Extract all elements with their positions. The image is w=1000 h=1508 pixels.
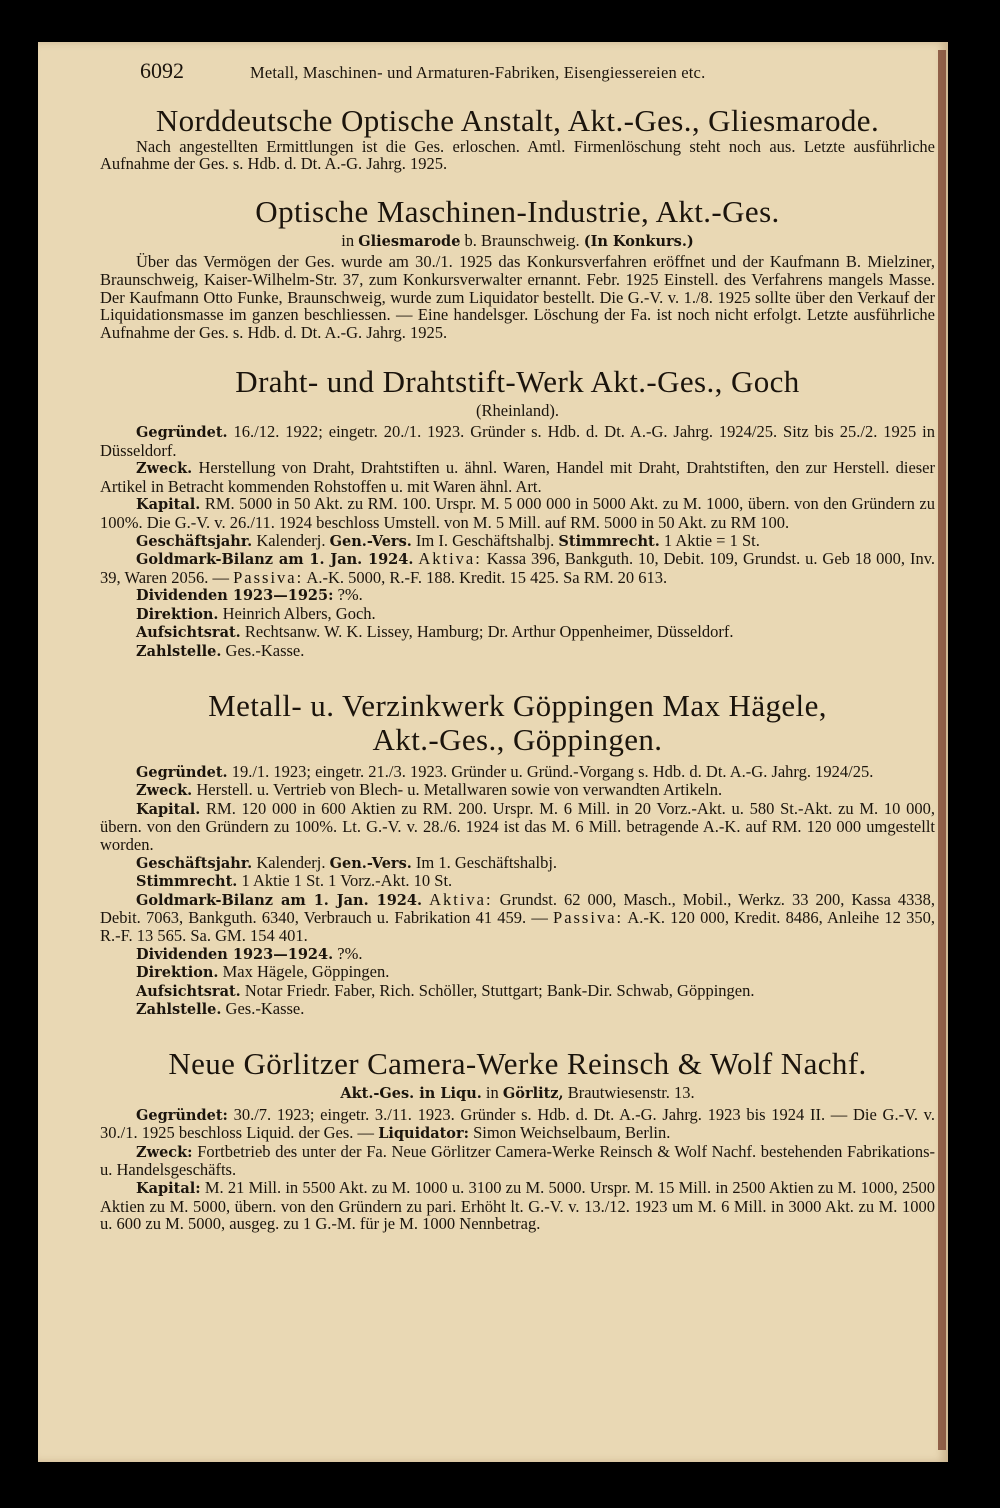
entry-title: Neue Görlitzer Camera-Werke Reinsch & Wolf Nachf. [168, 1045, 867, 1081]
field-aufsichtsrat: Aufsichtsrat. Rechtsanw. W. K. Lissey, Hamburg; Dr. Arthur Oppenheimer, Düsseldorf. [136, 622, 734, 642]
entry-neue-goerlitzer-camera [100, 1047, 935, 1233]
entry-location: in Gliesmarode b. Braunschweig. (In Konkurs.) [341, 230, 694, 250]
field-kapital: Kapital. RM. 5000 in 50 Akt. zu RM. 100. Urspr. M. 5 000 000 in 5000 Akt. zu M. 1000, übern. von den Gründern zu 100%. Die G.-V. v. 26./11. 1924 beschloss Umstell. von M. 5 Mill. auf RM. 5000 in 50 Akt. zu RM 100. [100, 494, 935, 532]
entry-draht-werk-goch [100, 365, 935, 660]
field-direktion: Direktion. Heinrich Albers, Goch. [136, 603, 376, 623]
entry-title: Norddeutsche Optische Anstalt, Akt.-Ges., Gliesmarode. [155, 102, 880, 138]
field-zweck: Zweck. Herstell. u. Vertrieb von Blech- u. Metallwaren sowie von verwandten Artikeln. [136, 780, 723, 800]
entry-title: Metall- u. Verzinkwerk Göppingen Max Hägele, Akt.-Ges., Göppingen. [208, 687, 827, 757]
field-dividenden: Dividenden 1923—1924. ?%. [136, 943, 363, 963]
entry-title: Optische Maschinen-Industrie, Akt.-Ges. [255, 193, 780, 229]
entry-optische-maschinen [100, 195, 935, 342]
entry-metall-verzinkwerk [100, 689, 935, 1019]
page-text [100, 58, 936, 1234]
field-aufsichtsrat: Aufsichtsrat. Notar Friedr. Faber, Rich. Schöller, Stuttgart; Bank-Dir. Schwab, Göppingen. [136, 980, 755, 1000]
field-kapital: Kapital: M. 21 Mill. in 5500 Akt. zu M. 1000 u. 3100 zu M. 5000. Urspr. M. 15 Mill. in 2500 Aktien zu M. 1000, 2500 Aktien zu M. 5000, übern. von den Gründern zu pari. Erhöht lt. G.-V. v. 13./12. 1923 um M. 6 Mill. in 3000 Akt. zu M. 1000 u. 600 zu M. 5000, ausgeg. zu 1 G.-M. für je M. 1000 Nennbetrag. [100, 1177, 935, 1234]
field-gegruendet: Gegründet. 16./12. 1922; eingetr. 20./1. 1923. Gründer s. Hdb. d. Dt. A.-G. Jahrg. 1924/25. Sitz bis 25./2. 1925 in Düsseldorf. [100, 421, 935, 460]
field-zweck: Zweck: Fortbetrieb des unter der Fa. Neue Görlitzer Camera-Werke Reinsch & Wolf Nachf. bestehenden Fabrikations- u. Handelsgeschäfts. [100, 1141, 935, 1180]
entry-location: Akt.-Ges. in Liqu. in Görlitz, Brautwiesenstr. 13. [340, 1082, 695, 1102]
entry-norddeutsche-optische [100, 104, 935, 173]
entry-title: Draht- und Drahtstift-Werk Akt.-Ges., Goch [235, 364, 800, 400]
field-dividenden: Dividenden 1923—1925: ?%. [136, 585, 363, 605]
status-konkurs: (In Konkurs.) [583, 232, 694, 250]
field-zahlstelle: Zahlstelle. Ges.-Kasse. [136, 999, 305, 1019]
field-direktion: Direktion. Max Hägele, Göppingen. [136, 962, 390, 982]
field-gegruendet: Gegründet: 30./7. 1923; eingetr. 3./11. 1923. Gründer s. Hdb. d. Dt. A.-G. Jahrg. 1923 bis 1924 II. — Die G.-V. v. 30./1. 1925 beschloss Liquid. der Ges. — Liquidator: Simon Weichselbaum, Berlin. [100, 1104, 935, 1143]
status-liquidation: Akt.-Ges. in Liqu. [340, 1084, 482, 1102]
field-bilanz: Goldmark-Bilanz am 1. Jan. 1924. Aktiva: Kassa 396, Bankguth. 10, Debit. 109, Grundst. u. Geb 18 000, Inv. 39, Waren 2056. — Passiva: A.-K. 5000, R.-F. 188. Kredit. 15 425. Sa RM. 20 613. [100, 549, 936, 587]
field-geschaeftsjahr: Geschäftsjahr. Kalenderj. Gen.-Vers. Im I. Geschäftshalbj. Stimmrecht. 1 Aktie = 1 St. [136, 530, 760, 550]
city-name: Görlitz, [502, 1084, 564, 1102]
field-zahlstelle: Zahlstelle. Ges.-Kasse. [136, 641, 305, 661]
field-kapital: Kapital. RM. 120 000 in 600 Aktien zu RM. 200. Urspr. M. 6 Mill. in 20 Vorz.-Akt. u. 580 St.-Akt. zu M. 10 000, übern. von den Gründern zu 100%. Lt. G.-V. v. 28./6. 1924 ist das M. 6 Mill. betragende A.-K. auf RM. 120 000 umgestellt worden. [100, 798, 935, 855]
binding-edge [938, 50, 946, 1450]
city-name: Gliesmarode [358, 232, 461, 250]
running-title: Metall, Maschinen- und Armaturen-Fabriken, Eisengiessereien etc. [250, 63, 706, 82]
field-zweck: Zweck. Herstellung von Draht, Drahtstiften u. ähnl. Waren, Handel mit Draht, Drahtstiften, den zur Herstell. dieser Artikel in Betracht kommenden Rohstoffen u. mit Waren ähnl. Art. [100, 458, 936, 496]
field-bilanz: Goldmark-Bilanz am 1. Jan. 1924. Aktiva: Grundst. 62 000, Masch., Mobil., Werkz. 33 200, Kassa 4338, Debit. 7063, Bankguth. 6340, Verbrauch u. Fabrikation 41 459. — Passiva: A.-K. 120 000, Kredit. 8486, Anleihe 12 350, R.-F. 13 565. Sa. GM. 154 401. [100, 889, 936, 945]
page-number: 6092 [140, 58, 184, 83]
entry-body: Über das Vermögen der Ges. wurde am 30./1. 1925 das Konkursverfahren eröffnet und der Kaufmann B. Mielziner, Braunschweig, Kaiser-Wilhelm-Str. 37, zum Konkursverwalter ernannt. Febr. 1925 Einstell. des Verfahrens mangels Masse. Der Kaufmann Otto Funke, Braunschweig, wurde zum Liquidator bestellt. Die G.-V. v. 1./8. 1925 sollte über den Verkauf der Liquidationsmasse im ganzen beschliessen. — Eine handelsger. Löschung der Fa. ist noch nicht erfolgt. Letzte ausführliche Aufnahme der Ges. s. Hdb. d. Dt. A.-G. Jahrg. 1925. [100, 252, 935, 342]
field-stimmrecht: Stimmrecht. 1 Aktie 1 St. 1 Vorz.-Akt. 10 St. [136, 871, 453, 891]
field-gegruendet: Gegründet. 19./1. 1923; eingetr. 21./3. 1923. Gründer u. Gründ.-Vorgang s. Hdb. d. Dt. A.-G. Jahrg. 1924/25. [136, 761, 874, 781]
field-geschaeftsjahr: Geschäftsjahr. Kalenderj. Gen.-Vers. Im 1. Geschäftshalbj. [136, 852, 558, 872]
page-header [140, 58, 930, 83]
entry-subtitle: (Rheinland). [476, 401, 559, 421]
entry-body: Nach angestellten Ermittlungen ist die Ges. erloschen. Amtl. Firmenlöschung steht noch aus. Letzte ausführliche Aufnahme der Ges. s. Hdb. d. Dt. A.-G. Jahrg. 1925. [100, 136, 935, 174]
